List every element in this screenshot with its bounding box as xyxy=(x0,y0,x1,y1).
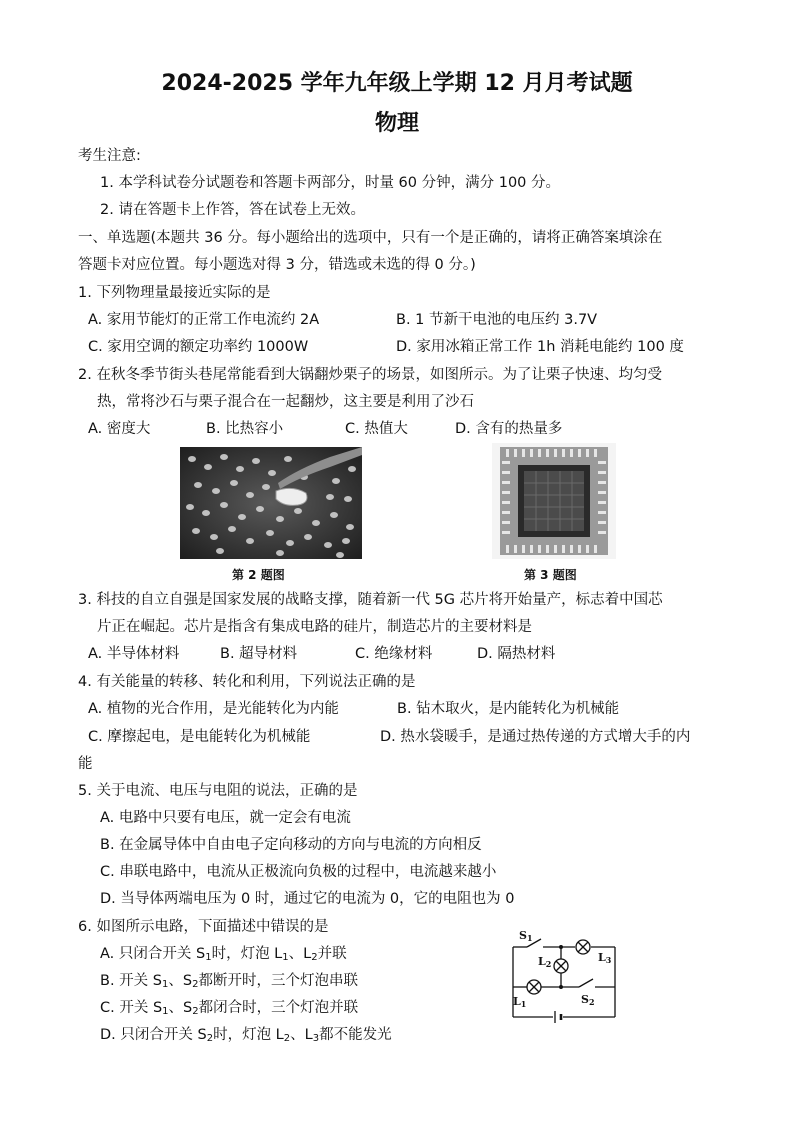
circuit-label-l3: L3 xyxy=(598,951,612,965)
q2-option-b: B. 比热容小 xyxy=(206,421,284,437)
q6-option-b: B. 开关 $S_1$、$S_2$都断开时，三个灯泡串联 xyxy=(100,973,358,990)
figure-3-caption: 第 3 题图 xyxy=(524,568,577,582)
section-heading-line-1: 一、单选题(本题共 36 分。每小题给出的选项中，只有一个是正确的，请将正确答案填涂在 xyxy=(78,230,663,246)
notice-label: 考生注意: xyxy=(78,148,141,164)
q5-option-d: D. 当导体两端电压为 0 时，通过它的电流为 0，它的电阻也为 0 xyxy=(100,891,515,907)
q1-option-a: A. 家用节能灯的正常工作电流约 2A xyxy=(88,312,320,328)
q5-stem: 5. 关于电流、电压与电阻的说法，正确的是 xyxy=(78,783,358,799)
circuit-label-s1: S1 xyxy=(519,929,533,943)
circuit-label-l1: L1 xyxy=(513,995,527,1009)
q6-option-c: C. 开关 $S_1$、$S_2$都闭合时，三个灯泡并联 xyxy=(100,1000,359,1017)
q2-option-d: D. 含有的热量多 xyxy=(455,421,563,437)
q4-option-b: B. 钻木取火，是内能转化为机械能 xyxy=(397,701,620,717)
q6-option-a: A. 只闭合开关 $S_1$时，灯泡 $L_1$、$L_2$并联 xyxy=(100,946,347,963)
q4-option-d: D. 热水袋暖手，是通过热传递的方式增大手的内 xyxy=(380,729,691,745)
q2-option-c: C. 热值大 xyxy=(345,421,408,437)
q5-option-a: A. 电路中只要有电压，就一定会有电流 xyxy=(100,810,351,826)
q1-option-c: C. 家用空调的额定功率约 1000W xyxy=(88,339,309,355)
q3-option-a: A. 半导体材料 xyxy=(88,646,180,662)
q3-stem-line-1: 3. 科技的自立自强是国家发展的战略支撑，随着新一代 5G 芯片将开始量产，标志着中国芯 xyxy=(78,592,663,608)
q1-stem: 1. 下列物理量最接近实际的是 xyxy=(78,285,271,301)
q6-stem: 6. 如图所示电路，下面描述中错误的是 xyxy=(78,919,329,935)
chip-photo xyxy=(492,443,616,559)
q4-stem: 4. 有关能量的转移、转化和利用，下列说法正确的是 xyxy=(78,674,416,690)
q4-option-a: A. 植物的光合作用，是光能转化为内能 xyxy=(88,701,339,717)
q5-option-b: B. 在金属导体中自由电子定向移动的方向与电流的方向相反 xyxy=(100,837,482,853)
q6-circuit-diagram xyxy=(505,925,625,1031)
q2-stem-line-1: 2. 在秋冬季节街头巷尾常能看到大锅翻炒栗子的场景，如图所示。为了让栗子快速、均匀受 xyxy=(78,367,662,383)
section-heading-line-2: 答题卡对应位置。每小题选对得 3 分，错选或未选的得 0 分。) xyxy=(78,257,476,273)
circuit-label-l2: L2 xyxy=(538,955,552,969)
q3-option-c: C. 绝缘材料 xyxy=(355,646,433,662)
q2-option-a: A. 密度大 xyxy=(88,421,151,437)
notice-item-1: 1. 本学科试卷分试题卷和答题卡两部分，时量 60 分钟，满分 100 分。 xyxy=(100,175,561,191)
q4-option-d-continued: 能 xyxy=(78,756,93,772)
q6-option-d: D. 只闭合开关 $S_2$时，灯泡 $L_2$、$L_3$都不能发光 xyxy=(100,1027,392,1044)
circuit-label-s2: S2 xyxy=(581,993,595,1007)
q4-option-c: C. 摩擦起电，是电能转化为机械能 xyxy=(88,729,311,745)
chestnut-wok-photo xyxy=(180,447,362,559)
q2-stem-line-2: 热，常将沙石与栗子混合在一起翻炒，这主要是利用了沙石 xyxy=(97,394,474,410)
q3-option-b: B. 超导材料 xyxy=(220,646,298,662)
exam-subject: 物理 xyxy=(374,111,419,136)
notice-item-2: 2. 请在答题卡上作答，答在试卷上无效。 xyxy=(100,202,365,218)
figure-2-caption: 第 2 题图 xyxy=(232,568,285,582)
q1-option-d: D. 家用冰箱正常工作 1h 消耗电能约 100 度 xyxy=(396,339,684,355)
q3-option-d: D. 隔热材料 xyxy=(477,646,556,662)
exam-title: 2024-2025 学年九年级上学期 12 月月考试题 xyxy=(161,71,633,96)
q1-option-b: B. 1 节新干电池的电压约 3.7V xyxy=(396,312,598,328)
q3-stem-line-2: 片正在崛起。芯片是指含有集成电路的硅片，制造芯片的主要材料是 xyxy=(97,619,532,635)
q5-option-c: C. 串联电路中，电流从正极流向负极的过程中，电流越来越小 xyxy=(100,864,497,880)
